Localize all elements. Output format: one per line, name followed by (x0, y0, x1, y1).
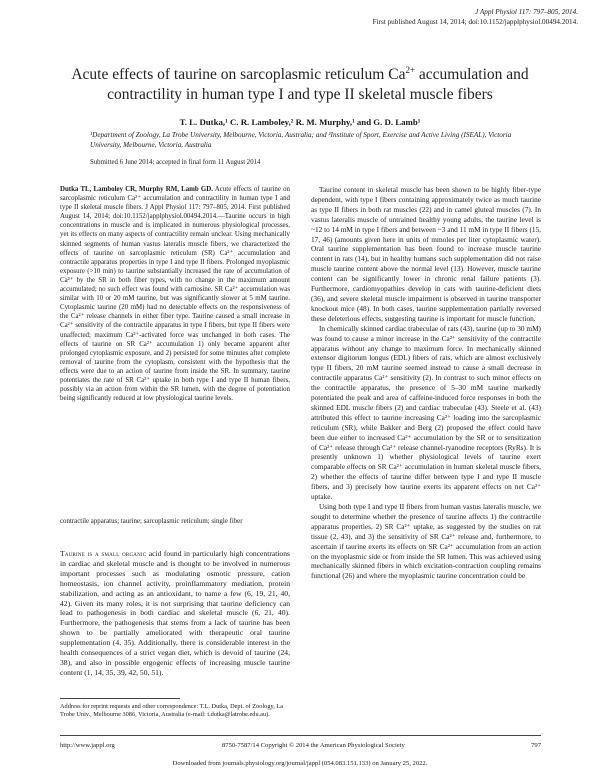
intro-lead-words: Taurine is a small organic (60, 549, 147, 558)
body-paragraph-1: Taurine content in skeletal muscle has been shown to be highly fiber-type dependent, with type I fibers containing approximately twice as much taurine as type II fibers in both rat muscles (22) and in camel gluteal muscles (7). In vastus lateralis muscle of untrained healthy young adults, the taurine level is ~12 to 14 mM in type I fibers and between ~3 and 11 mM in type II fibers (15, 17, 46) (amounts given here in units of mmoles per liter cytoplasmic water). Oral taurine supplementation has been found to increase muscle taurine content in rats (14), but in healthy humans such supplementation did not raise muscle taurine content above the normal level (13). However, muscle taurine content can be significantly lower in chronic renal failure patients (3). Furthermore, cardiomyopathies develop in cats with taurine-deficient diets (36), and severe skeletal muscle impairment is observed in taurine transporter knockout mice (48). In both cases, taurine supplementation partially reversed these deleterious effects, suggesting taurine is important for muscle function. (311, 185, 541, 323)
title-part-2: accumulation and contractility in human type I and type II skeletal muscle fibers (107, 66, 529, 104)
journal-reference: J Appl Physiol 117: 797–805, 2014. (475, 8, 578, 16)
page-number: 797 (531, 742, 541, 749)
body-paragraph-3: Using both type I and type II fibers from human vastus lateralis muscle, we sought to determine whether the presence of taurine affects 1) the contractile apparatus properties, 2) SR Ca²⁺ uptake, as suggested by the studies on rat tissue (2, 43), and 3) the sensitivity of SR Ca²⁺ release and, furthermore, to ascertain if taurine exerts its effects on SR Ca²⁺ accumulation from an action on the myoplasmic side or from inside the SR lumen. This was achieved using mechanically skinned fibers in which excitation-contraction coupling remains functional (26) and where the myoplasmic taurine concentration could be (311, 502, 541, 581)
body-paragraph-2: In chemically skinned cardiac trabeculae of rats (43), taurine (up to 30 mM) was found to cause a minor increase in the Ca²⁺ sensitivity of the contractile apparatus without any change to maximum force. In mechanically skinned extensor digitorum longus (EDL) fibers of rats, which are almost exclusively type II fibers, 20 mM taurine seemed instead to cause a small decrease in contractile apparatus Ca²⁺ sensitivity (2). In contrast to such minor effects on the contractile apparatus, the presence of 5–30 mM taurine markedly potentiated the peak and area of caffeine-induced force responses in both the skinned EDL muscle fibers (2) and cardiac trabeculae (43). Steele et al. (43) attributed this effect to taurine increasing Ca²⁺ loading into the sarcoplasmic reticulum (SR), while Bakker and Berg (2) proposed the effect could have been due either to increased Ca²⁺ accumulation by the SR or to sensitization of Ca²⁺ release through Ca²⁺ release channel-ryanodine receptors (RyRs). It is presently unknown 1) whether physiological levels of taurine exert comparable effects on SR Ca²⁺ accumulation in human skeletal muscle fibers, 2) whether the effects of taurine differ between type I and type II muscle fibers, and 3) precisely how taurine exerts its apparent effects on net Ca²⁺ uptake. (311, 323, 541, 502)
abstract (60, 185, 290, 403)
right-column-body (311, 185, 541, 581)
author-list: T. L. Dutka,¹ C. R. Lamboley,² R. M. Murphy,¹ and G. D. Lamb¹ (179, 117, 421, 127)
download-notice: Downloaded from journals.physiology.org/journal/jappl (054.083.151.133) on January 25, 2022. (172, 760, 428, 767)
keywords: contractile apparatus; taurine; sarcoplasmic reticulum; single fiber (60, 518, 243, 525)
abstract-text: Acute effects of taurine on sarcoplasmic reticulum Ca²⁺ accumulation and contractility in human type I and type II skeletal muscle fibers. J Appl Physiol 117: 797–805, 2014. First published August 14, 2014; doi:10.1152/japplphysiol.00494.2014.—Taurine occurs in high concentrations in muscle and is implicated in numerous physiological processes, yet its effects on many aspects of contractility remain unclear. Using mechanically skinned segments of human vastus lateralis muscle fibers, we characterized the effects of taurine on sarcoplasmic reticulum (SR) Ca²⁺ accumulation and contractile apparatus properties in type I and type II fibers. Prolonged myoplasmic exposure (>10 min) to taurine substantially increased the rate of accumulation of Ca²⁺ by the SR in both fiber types, with no change in the maximum amount accumulated; no such effect was found with carnosine. SR Ca²⁺ accumulation was similar with 10 or 20 mM taurine, but was significantly slower at 5 mM taurine. Cytoplasmic taurine (20 mM) had no detectable effects on the responsiveness of the Ca²⁺ release channels in either fiber type. Taurine caused a small increase in Ca²⁺ sensitivity of the contractile apparatus in type I fibers, but type II fibers were unaffected; maximum Ca²⁺-activated force was unchanged in both cases. The effects of taurine on SR Ca²⁺ accumulation 1) only became apparent after prolonged cytoplasmic exposure, and 2) persisted for some minutes after complete removal of taurine from the cytoplasm, consistent with the hypothesis that the effects were due to an action of taurine from inside the SR. In summary, taurine potentiates the rate of SR Ca²⁺ uptake in both type I and type II human fibers, possibly via an action from within the SR lumen, with the degree of potentiation being significantly reduced at low physiological taurine levels. (60, 186, 290, 403)
introduction (60, 549, 290, 678)
journal-url-link[interactable]: http://www.jappl.org (60, 742, 115, 749)
footer-divider (60, 735, 541, 736)
title-part-1: Acute effects of taurine on sarcoplasmic reticulum Ca (71, 66, 406, 84)
correspondence-footnote: Address for reprint requests and other correspondence: T.L. Dutka, Dept. of Zoology, La Trobe Univ., Melbourne 3086, Victoria, Australia (e-mail: t.dutka@latrobe.edu.au). (60, 703, 284, 719)
submission-dates: Submitted 6 June 2014; accepted in final form 11 August 2014 (90, 159, 261, 166)
intro-text: acid found in particularly high concentrations in cardiac and skeletal muscle and is thought to be involved in numerous important processes such as modulating osmotic pressure, cation homeostasis, ion channel activity, proinflammatory mediation, protein stabilization, and acting as an antioxidant, to name a few (6, 19, 21, 40, 42). Given its many roles, it is not surprising that taurine deficiency can lead to pathogenesis in both cardiac and skeletal muscle (6, 21, 40). Furthermore, the pathogenesis that stems from a lack of taurine has been shown to be partially ameliorated with therapeutic oral taurine supplementation (4, 35). Additionally, there is considerable interest in the health consequences of a strict vegan diet, which is devoid of taurine (24, 38), and also in possible ergogenic effects of increasing muscle taurine content (1, 14, 35, 39, 42, 50, 51). (60, 549, 290, 677)
abstract-citation-lead: Dutka TL, Lamboley CR, Murphy RM, Lamb GD. (60, 186, 213, 193)
first-published-line: First published August 14, 2014; doi:10.1152/japplphysiol.00494.2014. (372, 17, 578, 26)
copyright-line: 8750-7587/14 Copyright © 2014 the American Physiological Society (222, 742, 405, 749)
journal-header (373, 8, 578, 27)
article-title (36, 60, 564, 105)
title-superscript: 2+ (405, 65, 416, 75)
affiliations: ¹Department of Zoology, La Trobe University, Melbourne, Victoria, Australia; and ²Institute of Sport, Exercise and Active Living (ISEAL), Victoria University, Melbourne, Victoria, Australia (90, 131, 512, 149)
footnote-divider (60, 698, 180, 699)
